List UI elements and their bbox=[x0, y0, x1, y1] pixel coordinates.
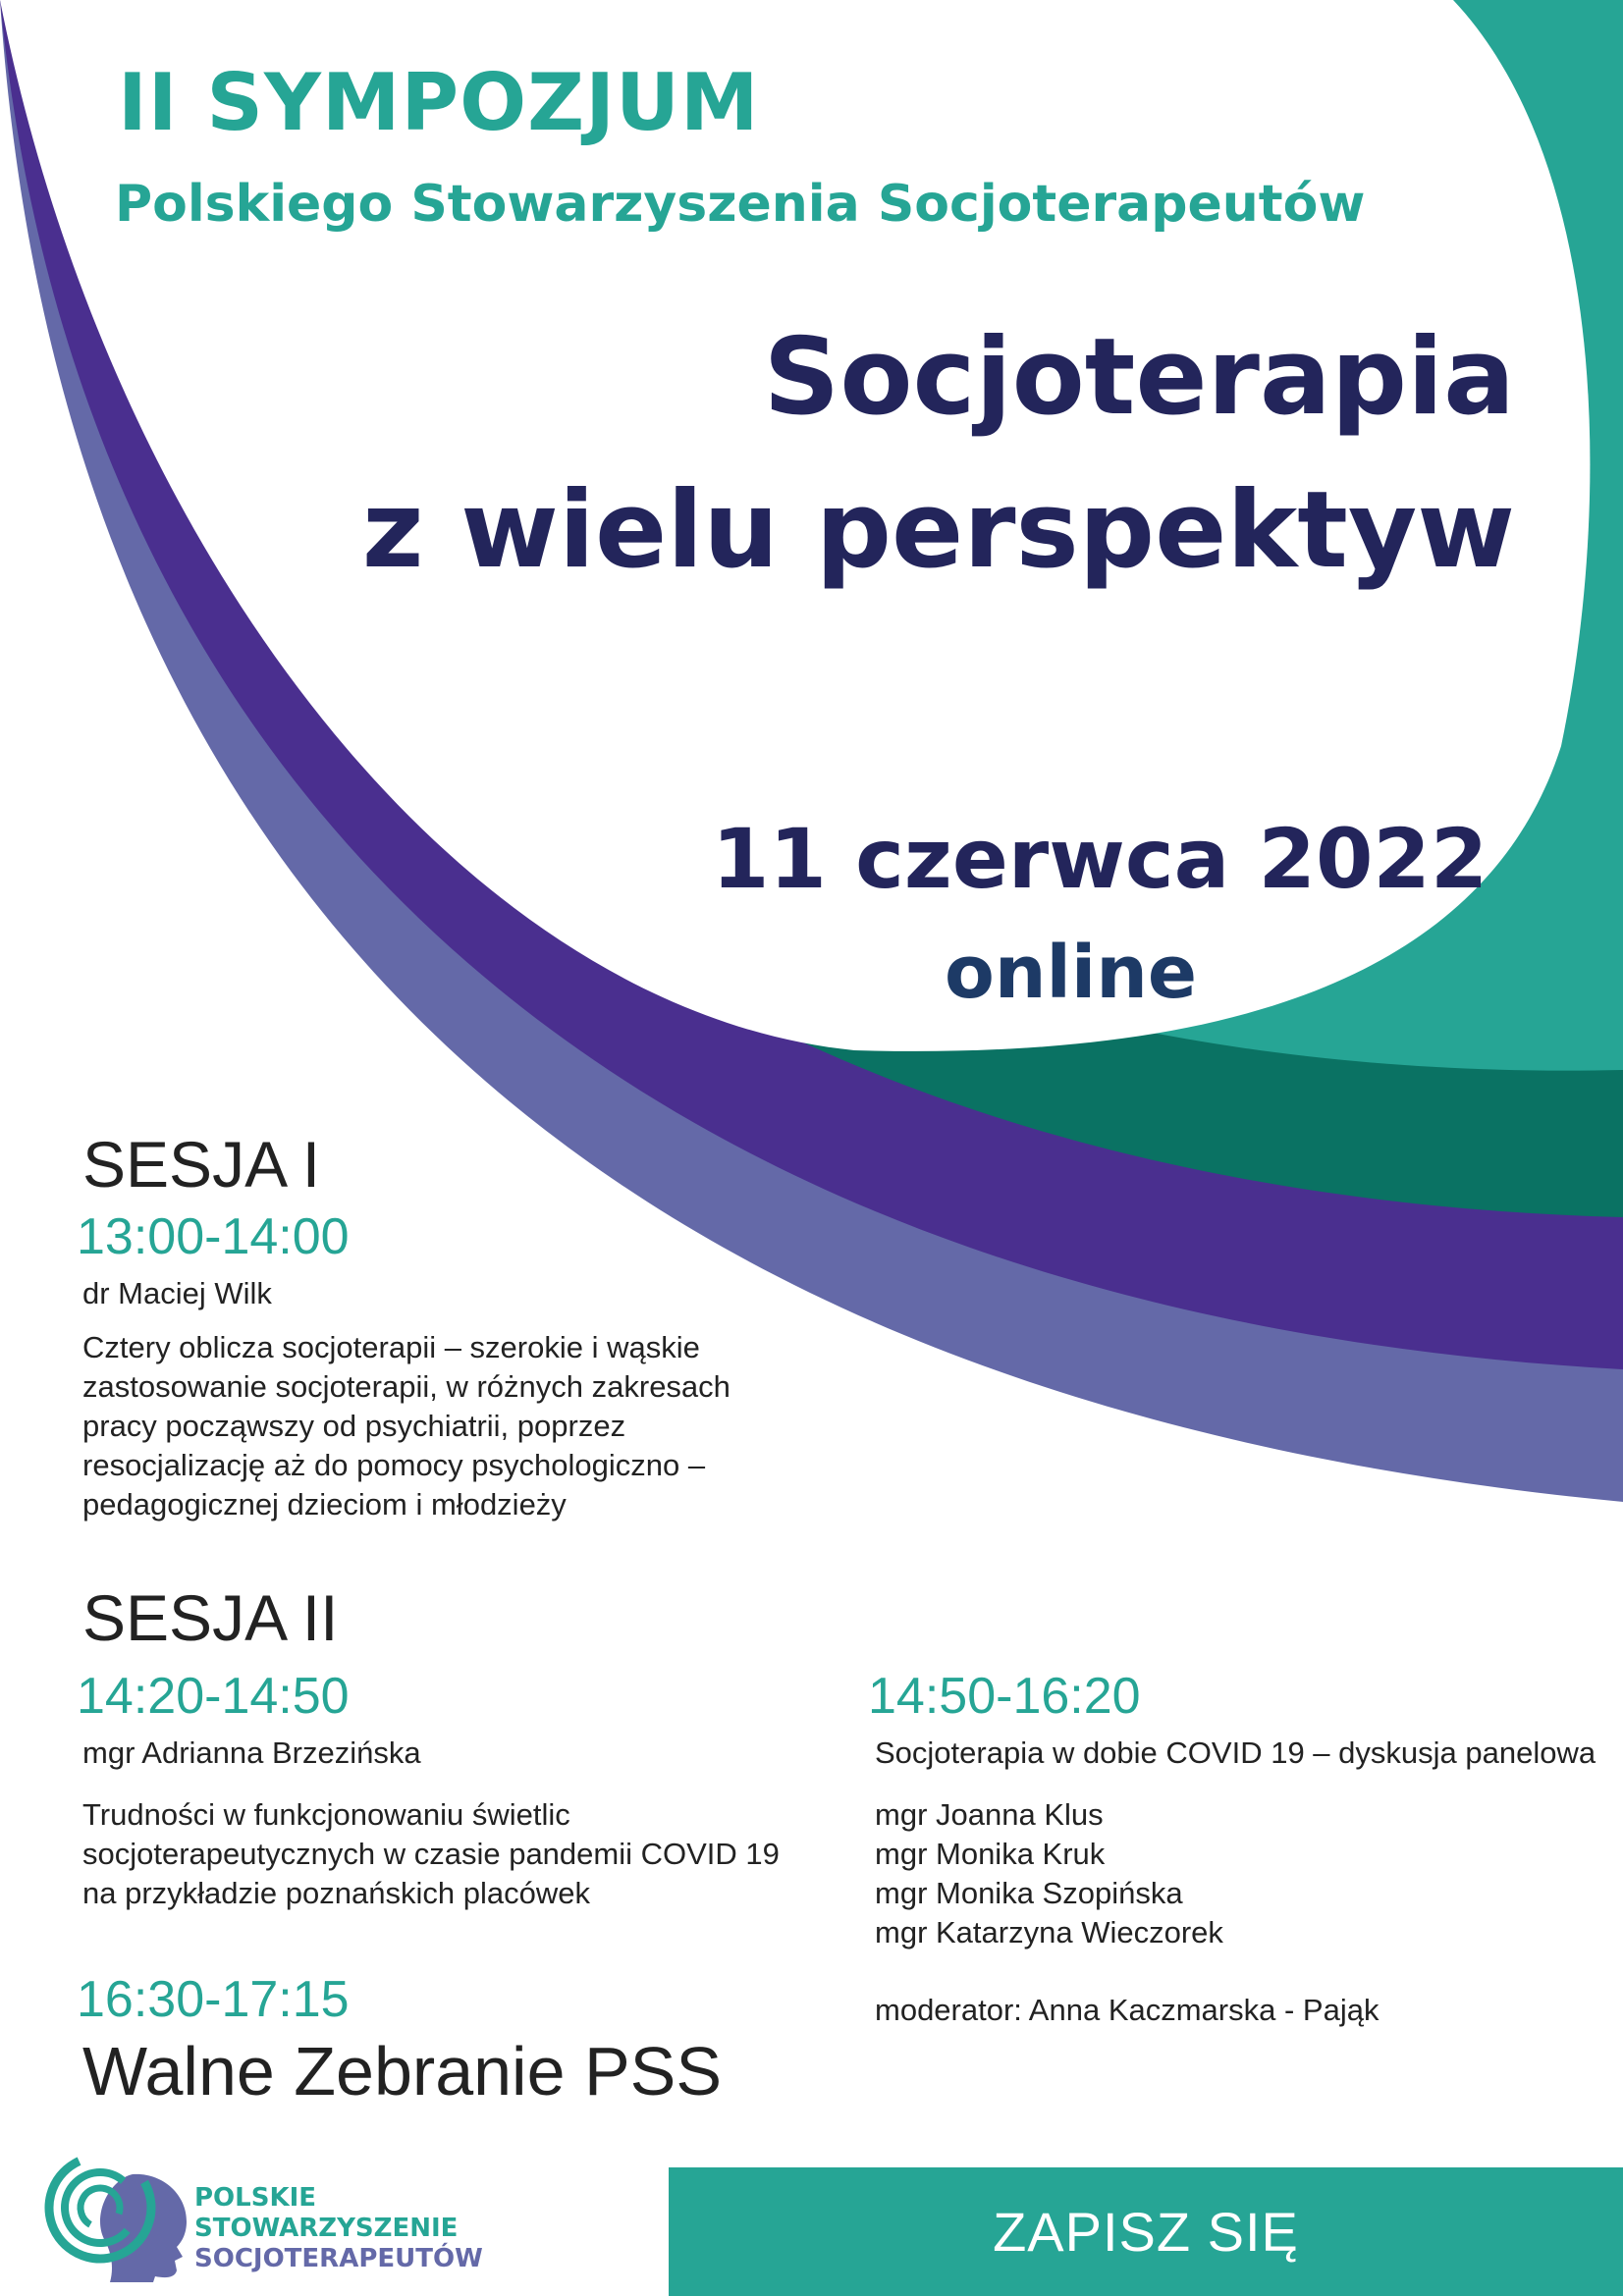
session1-description-line: Cztery oblicza socjoterapii – szerokie i wąskie bbox=[82, 1330, 700, 1364]
session2-panel-title: Socjoterapia w dobie COVID 19 – dyskusja panelowa bbox=[875, 1735, 1596, 1770]
spiral-head-logo-icon bbox=[39, 2145, 196, 2282]
session2-moderator: moderator: Anna Kaczmarska - Pająk bbox=[875, 1993, 1380, 2027]
session2-talk-description-line: na przykładzie poznańskich placówek bbox=[82, 1876, 590, 1910]
session2-talk-description bbox=[82, 1795, 780, 1913]
assembly-title: Walne Zebranie PSS bbox=[82, 2033, 723, 2109]
logo-line: SOCJOTERAPEUTÓW bbox=[194, 2244, 483, 2273]
logo-line: POLSKIE bbox=[194, 2183, 317, 2213]
logo-text bbox=[194, 2183, 483, 2274]
session1-time: 13:00-14:00 bbox=[77, 1208, 350, 1265]
event-date: 11 czerwca 2022 bbox=[712, 811, 1488, 907]
main-title-line1: Socjoterapia bbox=[763, 316, 1515, 439]
panelist: mgr Monika Kruk bbox=[875, 1837, 1106, 1871]
session1-description bbox=[82, 1328, 730, 1524]
session1-description-line: resocjalizację aż do pomocy psychologiczno – bbox=[82, 1448, 706, 1482]
register-button[interactable]: ZAPISZ SIĘ bbox=[669, 2167, 1623, 2296]
logo-line: STOWARZYSZENIE bbox=[194, 2214, 459, 2243]
panelist: mgr Monika Szopińska bbox=[875, 1876, 1183, 1910]
symposium-title: II SYMPOZJUM bbox=[118, 57, 760, 148]
main-title-line2: z wielu perspektyw bbox=[361, 469, 1515, 592]
event-format: online bbox=[945, 931, 1198, 1015]
session1-description-line: pracy począwszy od psychiatrii, poprzez bbox=[82, 1409, 626, 1443]
session1-description-line: pedagogicznej dzieciom i młodzieży bbox=[82, 1487, 567, 1522]
session2-talk-time: 14:20-14:50 bbox=[77, 1668, 350, 1725]
session2-talk-description-line: Trudności w funkcjonowaniu świetlic bbox=[82, 1797, 570, 1832]
panelist: mgr Katarzyna Wieczorek bbox=[875, 1915, 1223, 1949]
session1-speaker: dr Maciej Wilk bbox=[82, 1276, 272, 1310]
session1-description-line: zastosowanie socjoterapii, w różnych zakresach bbox=[82, 1369, 730, 1404]
session1-title: SESJA I bbox=[82, 1128, 321, 1201]
panelist: mgr Joanna Klus bbox=[875, 1797, 1104, 1832]
session2-talk-description-line: socjoterapeutycznych w czasie pandemii COVID 19 bbox=[82, 1837, 780, 1871]
symposium-subtitle: Polskiego Stowarzyszenia Socjoterapeutów bbox=[115, 175, 1366, 234]
session2-title: SESJA II bbox=[82, 1581, 339, 1654]
session2-panel-time: 14:50-16:20 bbox=[868, 1668, 1141, 1725]
assembly-time: 16:30-17:15 bbox=[77, 1971, 350, 2028]
session2-talk-speaker: mgr Adrianna Brzezińska bbox=[82, 1735, 421, 1770]
session2-panelists bbox=[875, 1795, 1223, 1952]
